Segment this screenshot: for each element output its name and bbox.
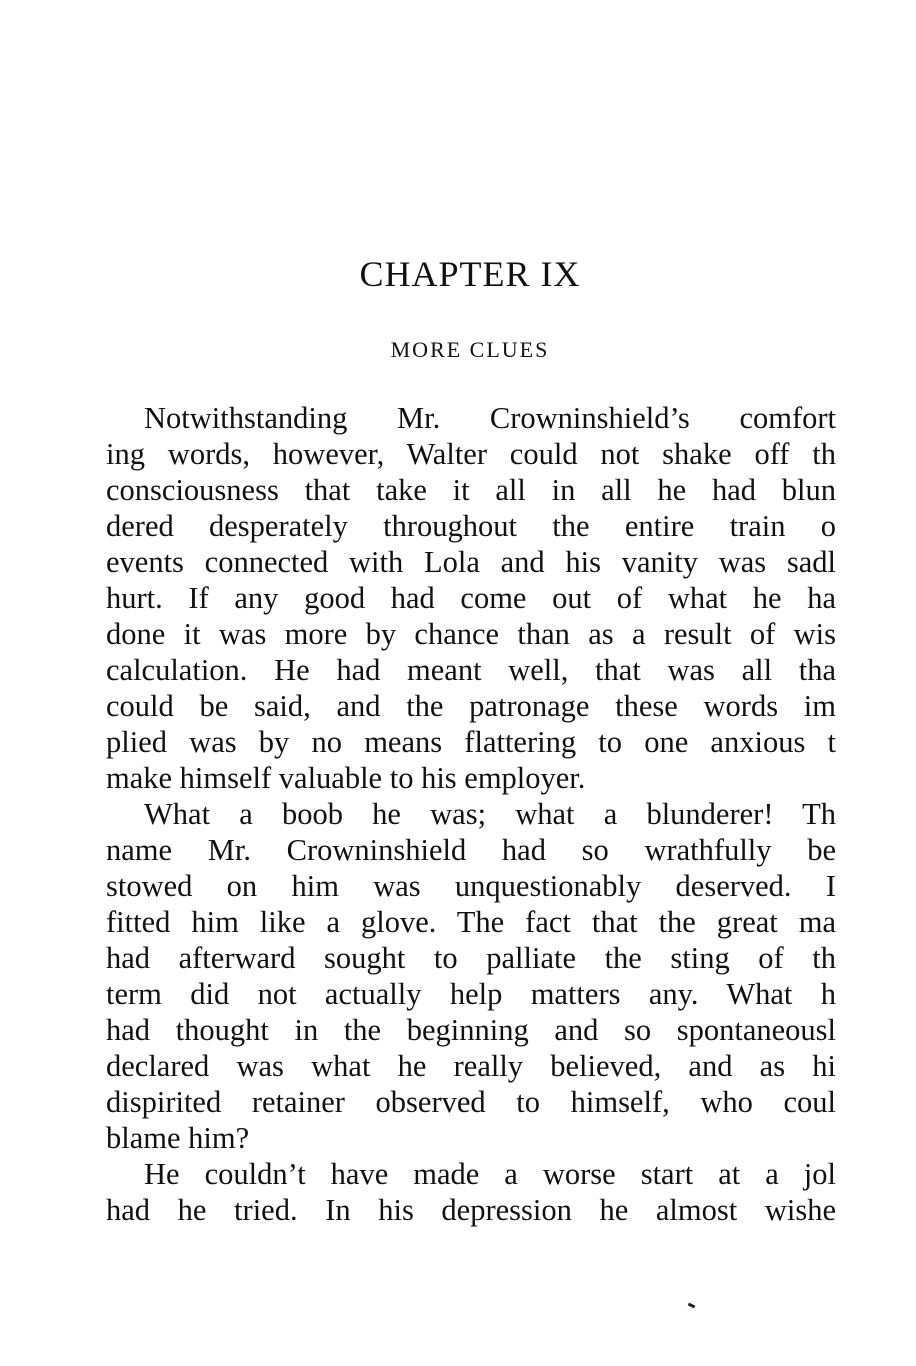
text-line: stowed on him was unquestionably deserved. I bbox=[106, 869, 836, 903]
text-line: dispirited retainer observed to himself, who coul bbox=[106, 1085, 836, 1119]
text-line: had thought in the beginning and so spontaneousl bbox=[106, 1013, 836, 1047]
text-line: calculation. He had meant well, that was all tha bbox=[106, 653, 836, 687]
text-line: He couldn’t have made a worse start at a jol bbox=[144, 1157, 836, 1191]
text-line: make himself valuable to his employer. bbox=[106, 761, 586, 795]
text-line: ing words, however, Walter could not shake off th bbox=[106, 437, 836, 471]
chapter-title: CHAPTER IX bbox=[359, 254, 581, 294]
text-line: dered desperately throughout the entire train o bbox=[106, 509, 836, 543]
text-line: fitted him like a glove. The fact that the great ma bbox=[106, 905, 836, 939]
text-line: had afterward sought to palliate the sting of th bbox=[106, 941, 836, 975]
text-line: done it was more by chance than as a result of wis bbox=[106, 617, 836, 651]
text-line: name Mr. Crowninshield had so wrathfully be bbox=[106, 833, 836, 867]
text-line: plied was by no means flattering to one anxious t bbox=[106, 725, 836, 759]
text-line: declared was what he really believed, and as hi bbox=[106, 1049, 836, 1083]
text-line: What a boob he was; what a blunderer! Th bbox=[144, 797, 836, 831]
text-line: consciousness that take it all in all he had blun bbox=[106, 473, 836, 507]
text-line: could be said, and the patronage these words im bbox=[106, 689, 836, 723]
text-line: term did not actually help matters any. What h bbox=[106, 977, 836, 1011]
text-line: events connected with Lola and his vanity was sadl bbox=[106, 545, 836, 579]
text-line: blame him? bbox=[106, 1121, 250, 1155]
text-line: hurt. If any good had come out of what he ha bbox=[106, 581, 836, 615]
text-line: Notwithstanding Mr. Crowninshield’s comfort bbox=[144, 401, 836, 435]
text-line: had he tried. In his depression he almost wishe bbox=[106, 1193, 836, 1227]
chapter-subtitle: MORE CLUES bbox=[390, 337, 550, 362]
ink-speck bbox=[688, 1303, 696, 1309]
body-text bbox=[106, 400, 836, 1228]
